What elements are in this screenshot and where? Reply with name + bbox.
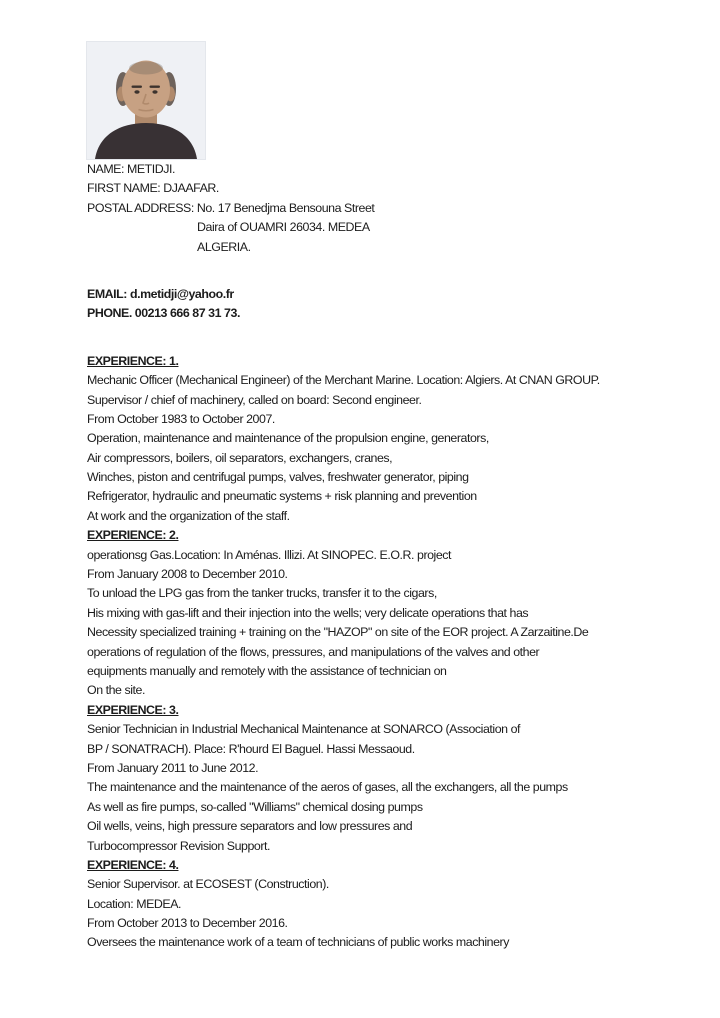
text-line: At work and the organization of the staff. (87, 508, 290, 523)
text-line: On the site. (87, 683, 145, 698)
text-line: Winches, piston and centrifugal pumps, valves, freshwater generator, piping (87, 470, 469, 485)
text-line: Turbocompressor Revision Support. (87, 838, 271, 853)
text-line: The maintenance and the maintenance of the aeros of gases, all the exchangers, all the pumps (87, 780, 568, 795)
text-line: To unload the LPG gas from the tanker trucks, transfer it to the cigars, (87, 586, 437, 601)
text-line: NAME: METIDJI. (87, 162, 176, 176)
experience-heading: EXPERIENCE: 1. (87, 353, 179, 368)
text-line: From January 2008 to December 2010. (87, 567, 288, 582)
eyebrow-left (132, 86, 143, 88)
text-line: Senior Technician in Industrial Mechanical Maintenance at SONARCO (Association of (87, 722, 521, 737)
scalp-shading (129, 62, 163, 75)
portrait-photo-graphic (87, 42, 205, 159)
eyebrow-right (150, 86, 161, 88)
text-line: BP / SONATRACH). Place: R'hourd El Baguel. Hassi Messaoud. (87, 741, 415, 756)
paragraph-gap (87, 324, 717, 352)
text-line: POSTAL ADDRESS: No. 17 Benedjma Bensouna Street (87, 200, 375, 215)
text-line: As well as fire pumps, so-called "Williams" chemical dosing pumps (87, 799, 423, 814)
text-line: From January 2011 to June 2012. (87, 760, 259, 775)
text-line: Oversees the maintenance work of a team of technicians of public works machinery (87, 935, 509, 950)
text-line: Daira of OUAMRI 26034. MEDEA (197, 220, 370, 235)
text-line: His mixing with gas-lift and their injection into the wells; very delicate operations that has (87, 605, 529, 620)
text-line: ALGERIA. (197, 239, 251, 254)
text-line: Supervisor / chief of machinery, called on board: Second engineer. (87, 392, 422, 407)
text-line: Necessity specialized training + training on the "HAZOP" on site of the EOR project. A Zarzaitine.De (87, 625, 589, 640)
text-line: equipments manually and remotely with the assistance of technician on (87, 663, 447, 678)
text-line: Mechanic Officer (Mechanical Engineer) of the Merchant Marine. Location: Algiers. At CNAN GROUP. (87, 373, 600, 388)
experience-heading: EXPERIENCE: 3. (87, 702, 179, 717)
portrait-photo (87, 42, 205, 159)
document-body (87, 160, 717, 953)
text-line: FIRST NAME: DJAAFAR. (87, 181, 219, 196)
eye-left (134, 90, 139, 93)
text-line: Oil wells, veins, high pressure separators and low pressures and (87, 819, 413, 834)
text-line: operationsg Gas.Location: In Aménas. Illizi. At SINOPEC. E.O.R. project (87, 547, 452, 562)
text-line: Refrigerator, hydraulic and pneumatic systems + risk planning and prevention (87, 489, 477, 504)
experience-heading: EXPERIENCE: 4. (87, 857, 179, 872)
text-line: From October 1983 to October 2007. (87, 411, 275, 426)
text-line: PHONE. 00213 666 87 31 73. (87, 306, 240, 321)
paragraph-gap (87, 257, 717, 285)
text-line: From October 2013 to December 2016. (87, 916, 288, 931)
text-line: Operation, maintenance and maintenance of the propulsion engine, generators, (87, 431, 489, 446)
text-line: Air compressors, boilers, oil separators, exchangers, cranes, (87, 450, 393, 465)
eye-right (152, 90, 157, 93)
text-line: EMAIL: d.metidji@yahoo.fr (87, 286, 234, 301)
text-line: operations of regulation of the flows, pressures, and manipulations of the valves and other (87, 644, 540, 659)
text-line: Senior Supervisor. at ECOSEST (Construction). (87, 877, 329, 892)
experience-heading: EXPERIENCE: 2. (87, 528, 179, 543)
text-line: Location: MEDEA. (87, 896, 182, 911)
